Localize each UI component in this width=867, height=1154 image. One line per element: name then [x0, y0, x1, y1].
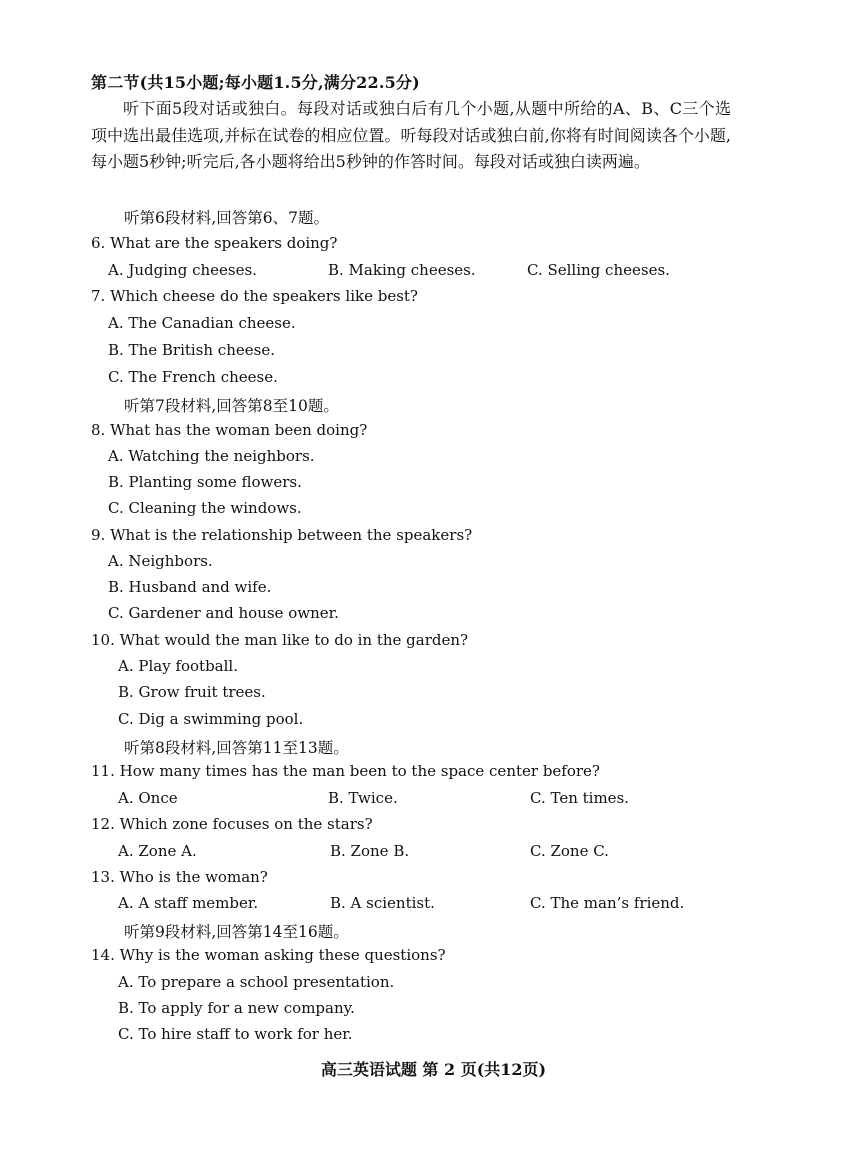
option-6c[interactable]: C. Selling cheeses.: [527, 261, 670, 279]
option-7b[interactable]: B. The British cheese.: [108, 341, 275, 359]
listening-label-9: 听第9段材料,回答第14至16题。: [124, 923, 349, 941]
option-10c[interactable]: C. Dig a swimming pool.: [118, 710, 304, 728]
question-10: 10. What would the man like to do in the garden?: [91, 631, 469, 649]
option-13a[interactable]: A. A staff member.: [118, 894, 259, 912]
option-7c[interactable]: C. The French cheese.: [108, 368, 278, 386]
section-title: 第二节(共15小题;每小题1.5分,满分22.5分): [91, 73, 420, 92]
question-9: 9. What is the relationship between the speakers?: [91, 526, 473, 544]
listening-label-6: 听第6段材料,回答第6、7题。: [124, 209, 330, 227]
option-10b[interactable]: B. Grow fruit trees.: [118, 683, 266, 701]
question-12: 12. Which zone focuses on the stars?: [91, 815, 373, 833]
option-9b[interactable]: B. Husband and wife.: [108, 578, 272, 596]
option-8b[interactable]: B. Planting some flowers.: [108, 473, 302, 491]
option-6b[interactable]: B. Making cheeses.: [328, 261, 476, 279]
option-14b[interactable]: B. To apply for a new company.: [118, 999, 355, 1017]
question-11: 11. How many times has the man been to the space center before?: [91, 762, 600, 780]
option-14a[interactable]: A. To prepare a school presentation.: [118, 973, 395, 991]
question-7: 7. Which cheese do the speakers like best?: [91, 287, 418, 305]
option-6a[interactable]: A. Judging cheeses.: [108, 261, 257, 279]
option-13b[interactable]: B. A scientist.: [330, 894, 435, 912]
section-instructions: [91, 96, 731, 176]
option-11b[interactable]: B. Twice.: [328, 789, 398, 807]
option-10a[interactable]: A. Play football.: [118, 657, 238, 675]
question-13: 13. Who is the woman?: [91, 868, 268, 886]
option-8c[interactable]: C. Cleaning the windows.: [108, 499, 302, 517]
question-8: 8. What has the woman been doing?: [91, 421, 368, 439]
option-14c[interactable]: C. To hire staff to work for her.: [118, 1025, 353, 1043]
option-8a[interactable]: A. Watching the neighbors.: [108, 447, 315, 465]
option-13c[interactable]: C. The man’s friend.: [530, 894, 685, 912]
option-11a[interactable]: A. Once: [118, 789, 178, 807]
option-12b[interactable]: B. Zone B.: [330, 842, 410, 860]
option-9a[interactable]: A. Neighbors.: [108, 552, 213, 570]
question-6: 6. What are the speakers doing?: [91, 234, 338, 252]
option-11c[interactable]: C. Ten times.: [530, 789, 630, 807]
option-7a[interactable]: A. The Canadian cheese.: [108, 314, 296, 332]
instructions-text: 听下面5段对话或独白。每段对话或独白后有几个小题,从题中所给的A、B、C三个选项中选出最佳选项,并标在试卷的相应位置。听每段对话或独白前,你将有时间阅读各个小题,每小题5秒钟;听完后,各小题将给出5秒钟的作答时间。每段对话或独白读两遍。: [91, 99, 731, 171]
question-14: 14. Why is the woman asking these questions?: [91, 946, 446, 964]
option-9c[interactable]: C. Gardener and house owner.: [108, 604, 339, 622]
option-12c[interactable]: C. Zone C.: [530, 842, 609, 860]
listening-label-8: 听第8段材料,回答第11至13题。: [124, 739, 349, 757]
option-12a[interactable]: A. Zone A.: [118, 842, 197, 860]
listening-label-7: 听第7段材料,回答第8至10题。: [124, 397, 339, 415]
page-footer: 高三英语试题 第 2 页(共12页): [320, 1060, 547, 1079]
